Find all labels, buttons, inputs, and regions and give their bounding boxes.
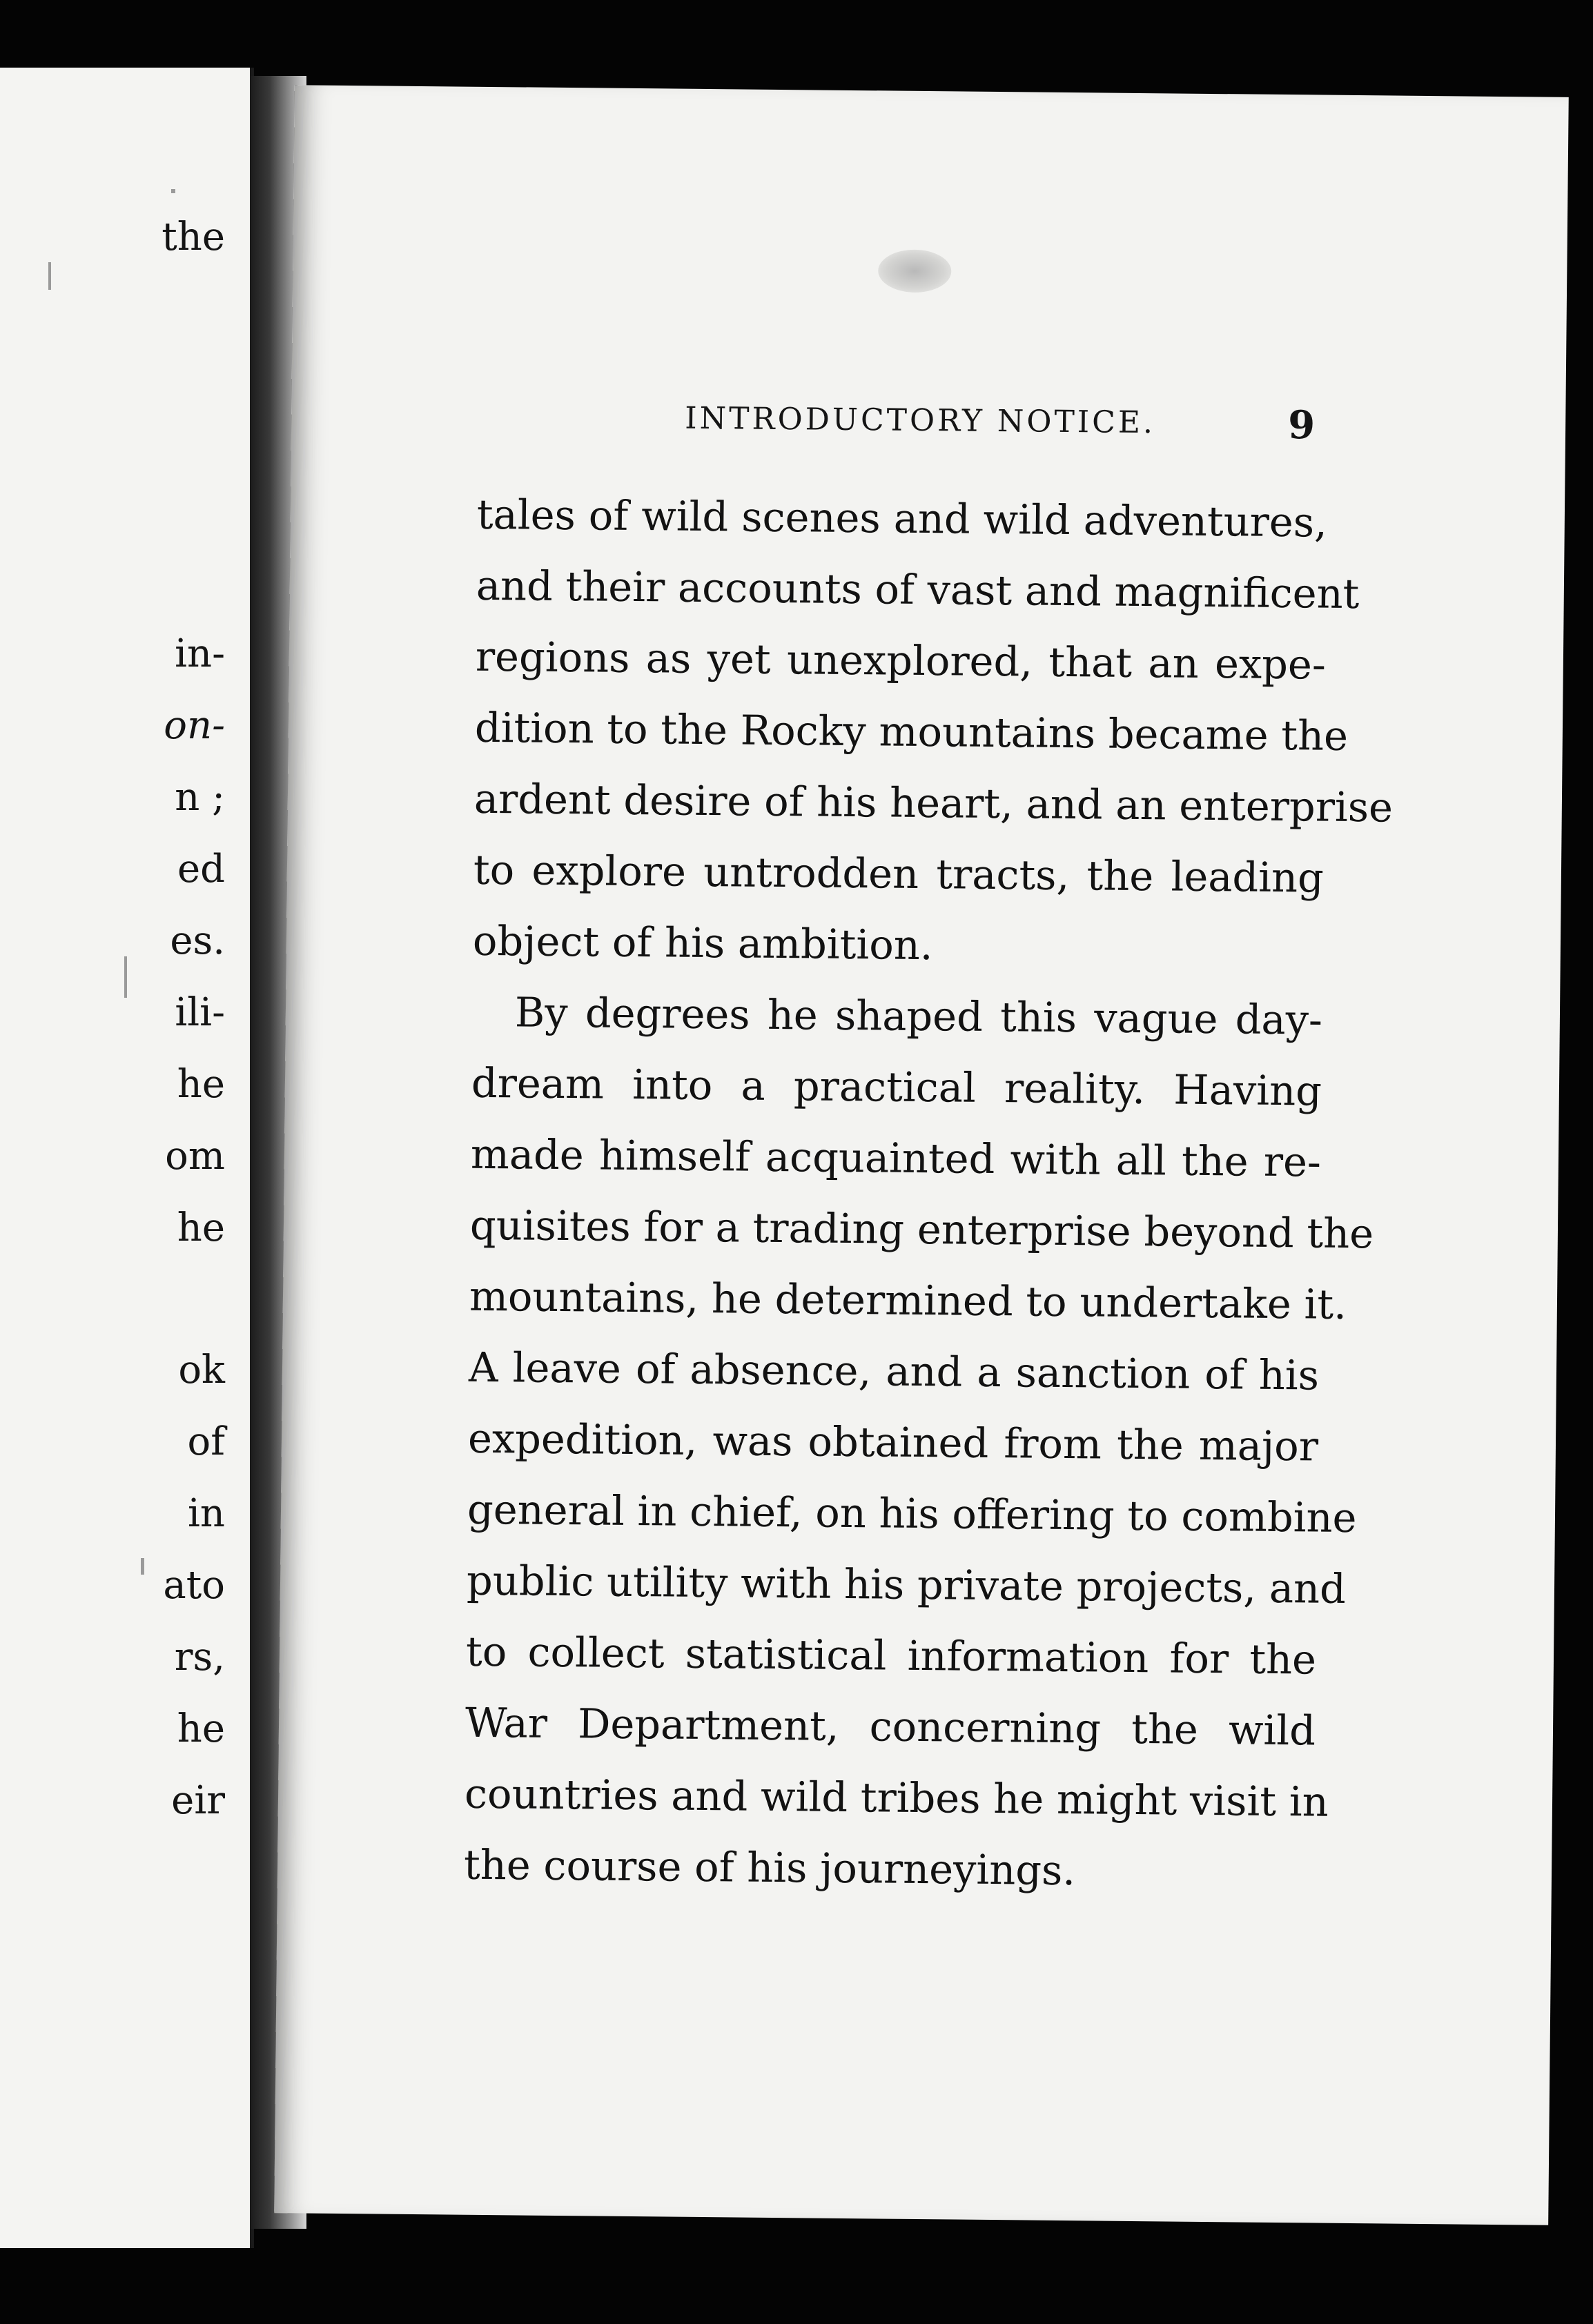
text-line: ardent desire of his heart, and an enterprise — [473, 774, 1394, 831]
text-line: to explore untrodden tracts, the leading — [473, 845, 1325, 902]
paragraph-2 — [463, 976, 1374, 1909]
running-title: INTRODUCTORY NOTICE. — [684, 400, 1156, 441]
text-line: the course of his journeyings. — [463, 1840, 1076, 1895]
text-line: tales of wild scenes and wild adventures, — [476, 490, 1328, 546]
left-fragment: he — [177, 1062, 225, 1107]
text-line: regions as yet unexplored, that an expe- — [475, 632, 1327, 689]
left-fragment: in — [188, 1491, 225, 1536]
left-fragment: eir — [171, 1778, 225, 1823]
text-line: A leave of absence, and a sanction of his — [468, 1343, 1320, 1399]
text-line: By degrees he shaped this vague day- — [514, 988, 1323, 1044]
left-fragment: he — [177, 1205, 225, 1250]
left-fragment: n ; — [175, 775, 225, 820]
text-line: quisites for a trading enterprise beyond the — [469, 1201, 1374, 1258]
text-line: War Department, concerning the wild — [465, 1698, 1316, 1755]
ink-smudge — [878, 249, 952, 293]
text-line: and their accounts of vast and magnificent — [476, 561, 1360, 618]
text-line: dition to the Rocky mountains became the — [474, 703, 1349, 760]
speck — [141, 1558, 144, 1575]
text-line: mountains, he determined to undertake it. — [469, 1272, 1347, 1328]
page-number: 9 — [1287, 402, 1316, 449]
previous-page — [0, 68, 254, 2248]
left-fragment: es. — [170, 918, 225, 963]
left-fragment: he — [177, 1706, 225, 1751]
speck — [124, 956, 127, 998]
left-fragment: ato — [163, 1563, 225, 1608]
left-fragment: rs, — [174, 1635, 225, 1680]
left-fragment: on- — [164, 703, 225, 748]
left-fragment: of — [187, 1419, 225, 1464]
left-fragment: ili- — [175, 990, 225, 1035]
left-fragment: ok — [178, 1348, 225, 1392]
text-line: general in chief, on his offering to combine — [467, 1485, 1357, 1542]
running-header — [291, 397, 1566, 464]
text-line: public utility with his private projects, and — [466, 1556, 1347, 1613]
body-text — [463, 479, 1394, 1909]
left-fragment: in- — [175, 631, 225, 676]
text-line: countries and wild tribes he might visit in — [464, 1769, 1329, 1826]
text-line: to collect statistical information for the — [465, 1627, 1317, 1684]
speck — [171, 189, 175, 193]
speck — [48, 262, 51, 290]
left-fragment: the — [162, 215, 225, 259]
text-line: made himself acquainted with all the re- — [470, 1130, 1322, 1186]
text-line: dream into a practical reality. Having — [471, 1058, 1322, 1115]
page — [274, 85, 1569, 2225]
left-fragment: ed — [177, 847, 225, 892]
paragraph-1 — [472, 479, 1394, 985]
left-fragment: om — [165, 1134, 225, 1179]
text-line: object of his ambition. — [472, 916, 933, 969]
text-line: expedition, was obtained from the major — [467, 1414, 1319, 1470]
